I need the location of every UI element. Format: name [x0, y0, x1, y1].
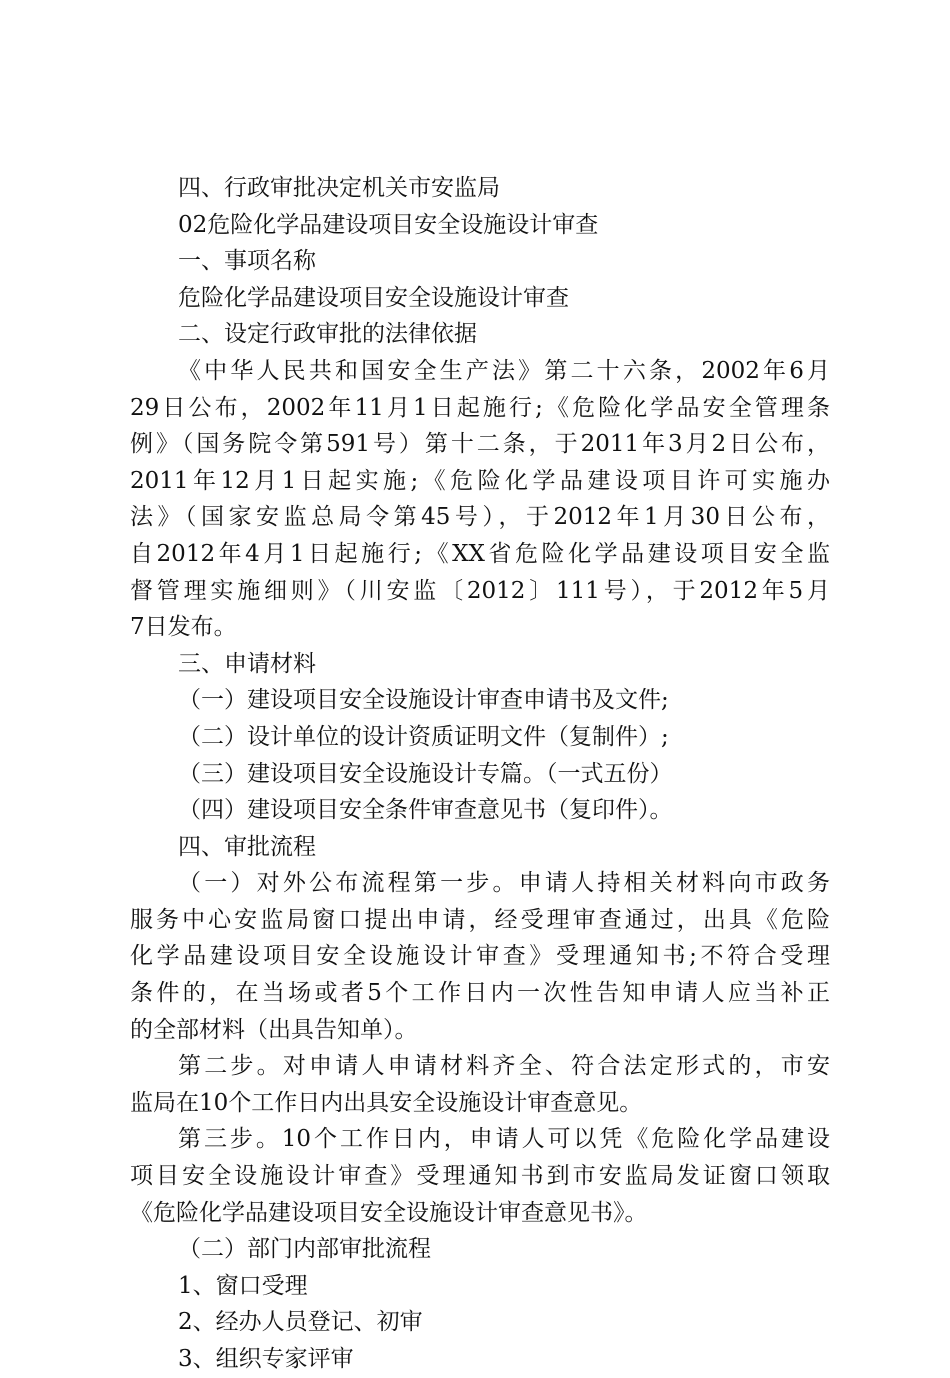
document-page — [130, 170, 830, 1378]
material-item: （一）建设项目安全设施设计审查申请书及文件; — [178, 687, 669, 714]
internal-step: 1、窗口受理 — [178, 1272, 308, 1299]
legal-basis-line: 法》（国家安监总局令第45号），于2012年1月30日公布， — [130, 504, 830, 531]
process-line: （一）对外公布流程第一步。申请人持相关材料向市政务 — [178, 870, 830, 897]
process-line: 条件的，在当场或者5个工作日内一次性告知申请人应当补正 — [130, 980, 830, 1007]
process-line: 化学品建设项目安全设施设计审查》受理通知书;不符合受理 — [130, 943, 830, 970]
material-item: （三）建设项目安全设施设计专篇。（一式五份） — [178, 760, 673, 787]
material-item: （二）设计单位的设计资质证明文件（复制件）; — [178, 723, 669, 750]
heading-decision-authority: 四、行政审批决定机关市安监局 — [178, 175, 500, 201]
internal-step: 3、组织专家评审 — [178, 1346, 354, 1372]
legal-basis-line: 例》（国务院令第591号）第十二条，于2011年3月2日公布， — [130, 431, 830, 458]
legal-basis-line: 7日发布。 — [130, 614, 237, 641]
process-line: 项目安全设施设计审查》受理通知书到市安监局发证窗口领取 — [130, 1163, 830, 1190]
internal-step: 2、经办人员登记、初审 — [178, 1309, 423, 1336]
heading-application-materials: 三、申请材料 — [178, 650, 316, 677]
process-line: 第三步。10个工作日内，申请人可以凭《危险化学品建设 — [178, 1126, 830, 1153]
process-line: 《危险化学品建设项目安全设施设计审查意见书》。 — [130, 1199, 648, 1226]
material-item: （四）建设项目安全条件审查意见书（复印件）。 — [178, 797, 673, 824]
section-title: 02危险化学品建设项目安全设施设计审查 — [178, 211, 599, 238]
process-line: 监局在10个工作日内出具安全设施设计审查意见。 — [130, 1089, 643, 1116]
legal-basis-line: 《中华人民共和国安全生产法》第二十六条，2002年6月 — [178, 357, 830, 384]
legal-basis-line: 督管理实施细则》（川安监〔2012〕111号），于2012年5月 — [130, 577, 830, 604]
item-name-text: 危险化学品建设项目安全设施设计审查 — [178, 284, 569, 311]
heading-approval-process: 四、审批流程 — [178, 833, 316, 860]
process-line: 第二步。对申请人申请材料齐全、符合法定形式的，市安 — [178, 1053, 830, 1080]
process-line: 的全部材料（出具告知单）。 — [130, 1016, 418, 1043]
heading-internal-process: （二）部门内部审批流程 — [178, 1236, 431, 1263]
legal-basis-line: 自2012年4月1日起施行;《XX省危险化学品建设项目安全监 — [130, 540, 830, 567]
heading-item-name: 一、事项名称 — [178, 248, 316, 275]
legal-basis-line: 29日公布，2002年11月1日起施行;《危险化学品安全管理条 — [130, 394, 830, 421]
heading-legal-basis: 二、设定行政审批的法律依据 — [178, 321, 477, 348]
process-line: 服务中心安监局窗口提出申请，经受理审查通过，出具《危险 — [130, 906, 830, 933]
legal-basis-line: 2011年12月1日起实施;《危险化学品建设项目许可实施办 — [130, 467, 830, 494]
